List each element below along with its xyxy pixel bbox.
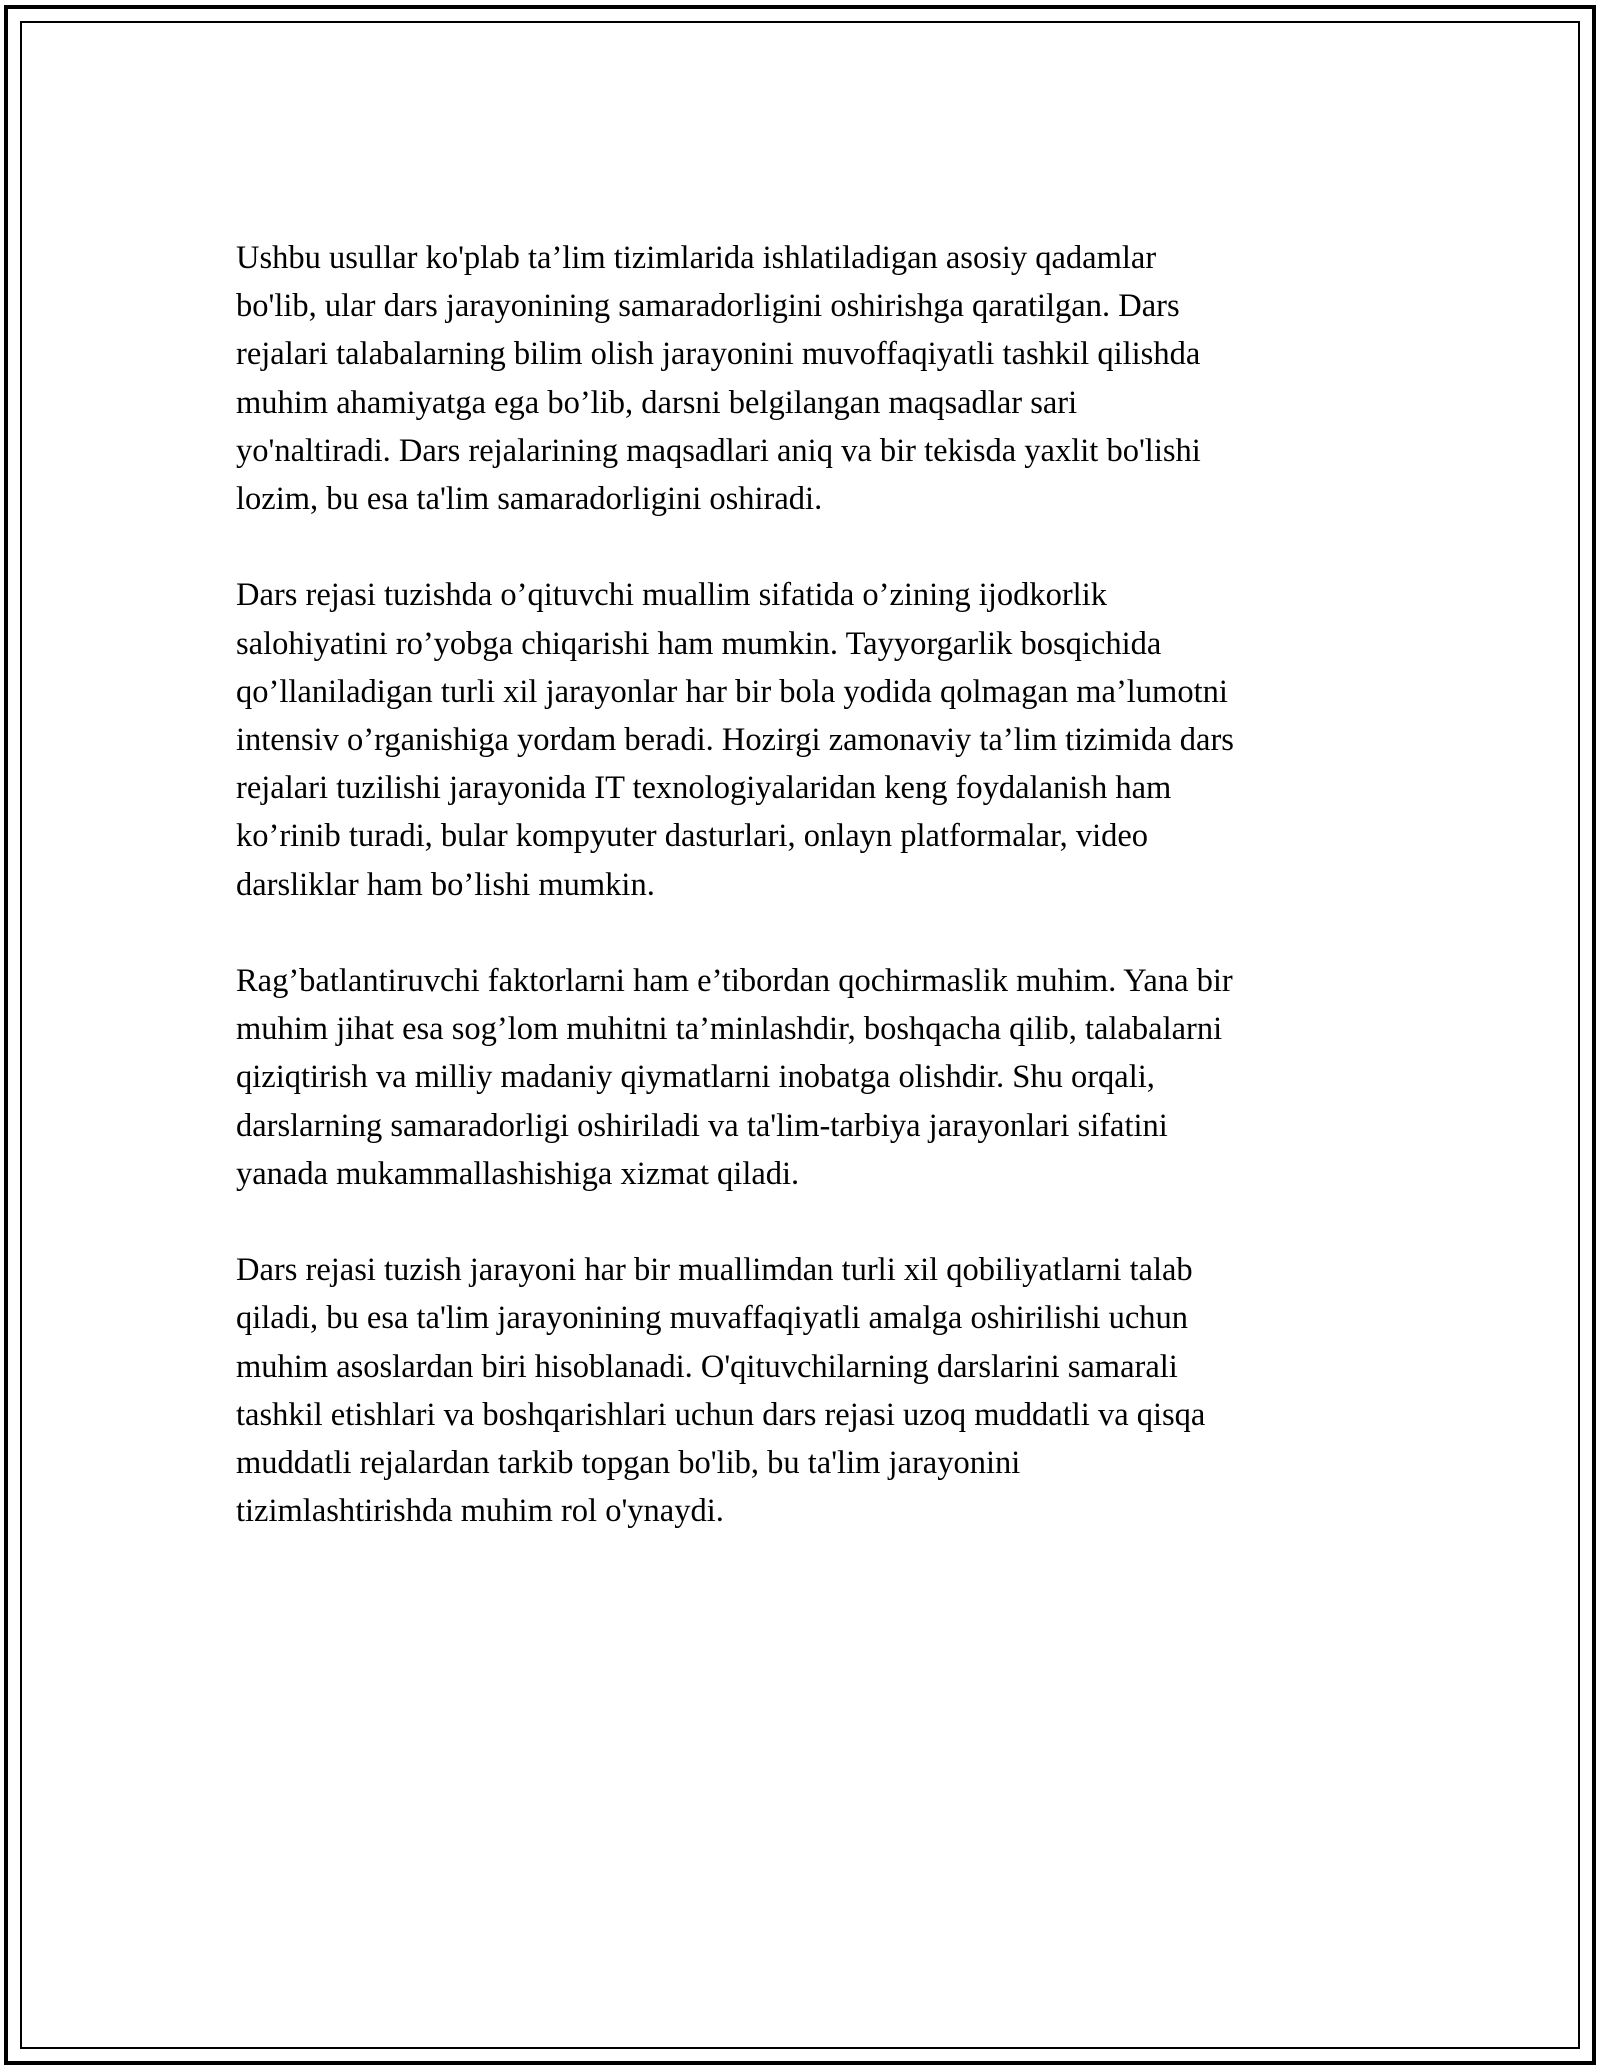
paragraph-line: ko’rinib turadi, bular kompyuter dasturlari, onlayn platformalar, video	[236, 818, 1149, 855]
paragraph-line: darsliklar ham bo’lishi mumkin.	[236, 866, 655, 903]
paragraph-line: lozim, bu esa ta'lim samaradorligini oshiradi.	[236, 481, 823, 518]
paragraph-line: muhim ahamiyatga ega bo’lib, darsni belgilangan maqsadlar sari	[236, 384, 1078, 421]
paragraph-4	[236, 1246, 1396, 1535]
paragraph-line: rejalari talabalarning bilim olish jarayonini muvoffaqiyatli tashkil qilishda	[236, 336, 1201, 373]
paragraph-line: Ushbu usullar ko'plab ta’lim tizimlarida ishlatiladigan asosiy qadamlar	[236, 240, 1157, 276]
paragraph-2	[236, 571, 1396, 908]
paragraph-line: qiziqtirish va milliy madaniy qiymatlarni inobatga olishdir. Shu orqali,	[236, 1059, 1155, 1096]
paragraph-line: yanada mukammallashishiga xizmat qiladi.	[236, 1155, 800, 1192]
paragraph-line: salohiyatini ro’yobga chiqarishi ham mumkin. Tayyorgarlik bosqichida	[236, 625, 1162, 662]
paragraph-line: rejalari tuzilishi jarayonida IT texnologiyalaridan keng foydalanish ham	[236, 770, 1172, 807]
paragraph-line: tashkil etishlari va boshqarishlari uchun dars rejasi uzoq muddatli va qisqa	[236, 1396, 1206, 1433]
paragraph-1	[236, 234, 1396, 523]
document-body	[236, 234, 1396, 1535]
paragraph-line: muddatli rejalardan tarkib topgan bo'lib, bu ta'lim jarayonini	[236, 1445, 1021, 1482]
paragraph-line: Dars rejasi tuzishda o’qituvchi muallim sifatida o’zining ijodkorlik	[236, 577, 1107, 614]
paragraph-3	[236, 957, 1396, 1198]
paragraph-line: intensiv o’rganishiga yordam beradi. Hozirgi zamonaviy ta’lim tizimida dars	[236, 722, 1234, 759]
paragraph-line: darslarning samaradorligi oshiriladi va ta'lim-tarbiya jarayonlari sifatini	[236, 1107, 1168, 1144]
paragraph-line: bo'lib, ular dars jarayonining samaradorligini oshirishga qaratilgan. Dars	[236, 288, 1180, 325]
paragraph-line: tizimlashtirishda muhim rol o'ynaydi.	[236, 1493, 724, 1530]
paragraph-line: qo’llaniladigan turli xil jarayonlar har bir bola yodida qolmagan ma’lumotni	[236, 673, 1228, 710]
paragraph-line: Rag’batlantiruvchi faktorlarni ham e’tibordan qochirmaslik muhim. Yana bir	[236, 963, 1233, 1000]
paragraph-line: yo'naltiradi. Dars rejalarining maqsadlari aniq va bir tekisda yaxlit bo'lishi	[236, 432, 1201, 469]
paragraph-line: Dars rejasi tuzish jarayoni har bir muallimdan turli xil qobiliyatlarni talab	[236, 1252, 1193, 1289]
paragraph-line: muhim asoslardan biri hisoblanadi. O'qituvchilarning darslarini samarali	[236, 1348, 1178, 1385]
paragraph-line: muhim jihat esa sog’lom muhitni ta’minlashdir, boshqacha qilib, talabalarni	[236, 1011, 1223, 1048]
paragraph-line: qiladi, bu esa ta'lim jarayonining muvaffaqiyatli amalga oshirilishi uchun	[236, 1300, 1189, 1337]
